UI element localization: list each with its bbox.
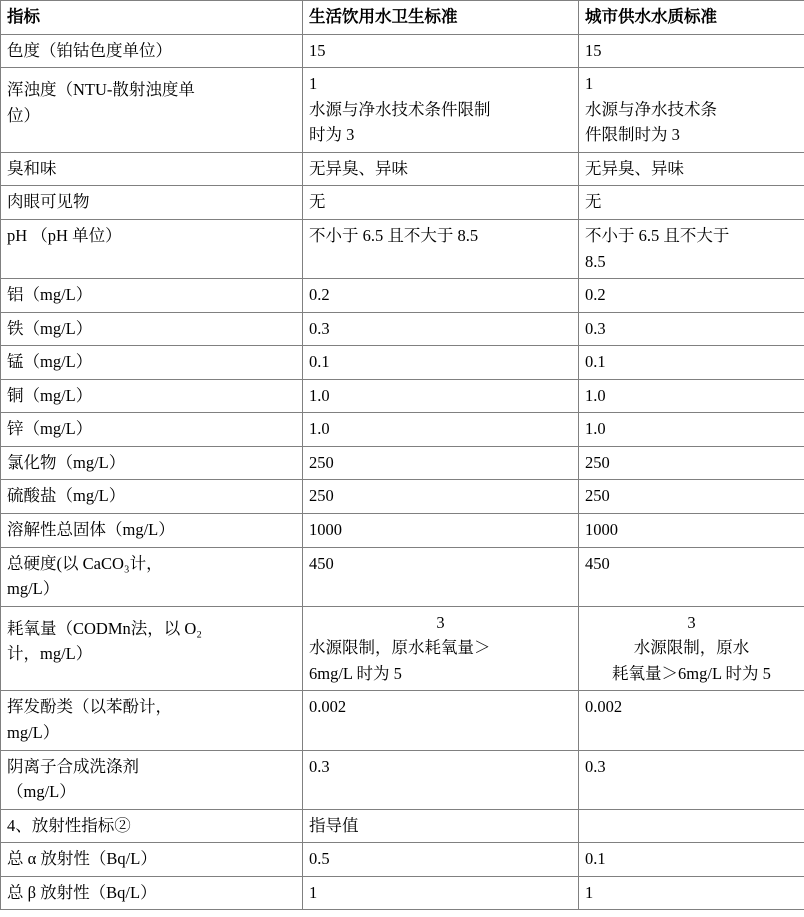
cell-urban: 1 (579, 876, 804, 910)
cell-urban (579, 809, 804, 843)
cell-urban: 0.2 (579, 279, 804, 313)
cell-urban: 不小于 6.5 且不大于 8.5 (579, 219, 804, 278)
cell-drinking: 0.1 (303, 346, 579, 380)
column-header-indicator: 指标 (1, 1, 303, 35)
cell-indicator: 浑浊度（NTU-散射浊度单 位） (1, 68, 303, 153)
cell-indicator: 铝（mg/L） (1, 279, 303, 313)
cell-urban: 0.3 (579, 750, 804, 809)
cell-indicator: 总 β 放射性（Bq/L） (1, 876, 303, 910)
cell-urban: 1.0 (579, 413, 804, 447)
cell-indicator: 锰（mg/L） (1, 346, 303, 380)
cell-indicator: 氯化物（mg/L） (1, 446, 303, 480)
cell-drinking: 1 (303, 876, 579, 910)
cell-drinking: 0.2 (303, 279, 579, 313)
table-row (1, 379, 804, 413)
cell-urban: 1.0 (579, 379, 804, 413)
table-row (1, 152, 804, 186)
cell-indicator: 铜（mg/L） (1, 379, 303, 413)
table-row (1, 186, 804, 220)
table-row (1, 691, 804, 750)
cell-drinking: 0.3 (303, 312, 579, 346)
table-row (1, 279, 804, 313)
cell-urban: 450 (579, 547, 804, 606)
table-body (1, 34, 804, 910)
cell-urban: 250 (579, 446, 804, 480)
cell-indicator: 色度（铂钴色度单位） (1, 34, 303, 68)
table-header (1, 1, 804, 35)
cell-drinking: 15 (303, 34, 579, 68)
table-row (1, 876, 804, 910)
cell-drinking: 无 (303, 186, 579, 220)
table-row (1, 34, 804, 68)
cell-urban: 1 水源与净水技术条 件限制时为 3 (579, 68, 804, 153)
table-row (1, 446, 804, 480)
cell-indicator: 耗氧量（CODMn法，以 O₂ 计，mg/L） (1, 606, 303, 691)
cell-drinking: 250 (303, 480, 579, 514)
cell-drinking: 1 水源与净水技术条件限制 时为 3 (303, 68, 579, 153)
cell-drinking: 1.0 (303, 413, 579, 447)
cell-indicator: 4、放射性指标② (1, 809, 303, 843)
cell-indicator: 阴离子合成洗涤剂 （mg/L） (1, 750, 303, 809)
table-header-row (1, 1, 804, 35)
cell-drinking: 指导值 (303, 809, 579, 843)
cell-drinking: 3 水源限制，原水耗氧量＞ 6mg/L 时为 5 (303, 606, 579, 691)
cell-urban: 3 水源限制，原水 耗氧量＞6mg/L 时为 5 (579, 606, 804, 691)
cell-urban: 0.1 (579, 346, 804, 380)
cell-drinking: 1.0 (303, 379, 579, 413)
table-row (1, 809, 804, 843)
cell-indicator: 总硬度(以 CaCO₃计， mg/L） (1, 547, 303, 606)
cell-drinking: 450 (303, 547, 579, 606)
cell-drinking: 0.3 (303, 750, 579, 809)
cell-urban: 0.1 (579, 843, 804, 877)
cell-indicator: 锌（mg/L） (1, 413, 303, 447)
table-row (1, 346, 804, 380)
cell-drinking: 250 (303, 446, 579, 480)
cell-drinking: 无异臭、异味 (303, 152, 579, 186)
column-header-urban-standard: 城市供水水质标准 (579, 1, 804, 35)
cell-drinking: 不小于 6.5 且不大于 8.5 (303, 219, 579, 278)
cell-urban: 250 (579, 480, 804, 514)
cell-indicator: 硫酸盐（mg/L） (1, 480, 303, 514)
table-row (1, 219, 804, 278)
cell-urban: 15 (579, 34, 804, 68)
table-row (1, 514, 804, 548)
table-row (1, 68, 804, 153)
cell-indicator: 肉眼可见物 (1, 186, 303, 220)
cell-drinking: 1000 (303, 514, 579, 548)
table-row (1, 312, 804, 346)
cell-indicator: 挥发酚类（以苯酚计， mg/L） (1, 691, 303, 750)
table-row (1, 606, 804, 691)
table-row (1, 547, 804, 606)
cell-urban: 1000 (579, 514, 804, 548)
table-row (1, 843, 804, 877)
cell-indicator: 铁（mg/L） (1, 312, 303, 346)
table-row (1, 413, 804, 447)
cell-urban: 0.3 (579, 312, 804, 346)
cell-urban: 0.002 (579, 691, 804, 750)
cell-urban: 无异臭、异味 (579, 152, 804, 186)
cell-drinking: 0.5 (303, 843, 579, 877)
cell-indicator: 臭和味 (1, 152, 303, 186)
cell-indicator: 总 α 放射性（Bq/L） (1, 843, 303, 877)
cell-drinking: 0.002 (303, 691, 579, 750)
cell-indicator: pH （pH 单位） (1, 219, 303, 278)
table-row (1, 480, 804, 514)
column-header-drinking-standard: 生活饮用水卫生标准 (303, 1, 579, 35)
table-row (1, 750, 804, 809)
cell-indicator: 溶解性总固体（mg/L） (1, 514, 303, 548)
cell-urban: 无 (579, 186, 804, 220)
